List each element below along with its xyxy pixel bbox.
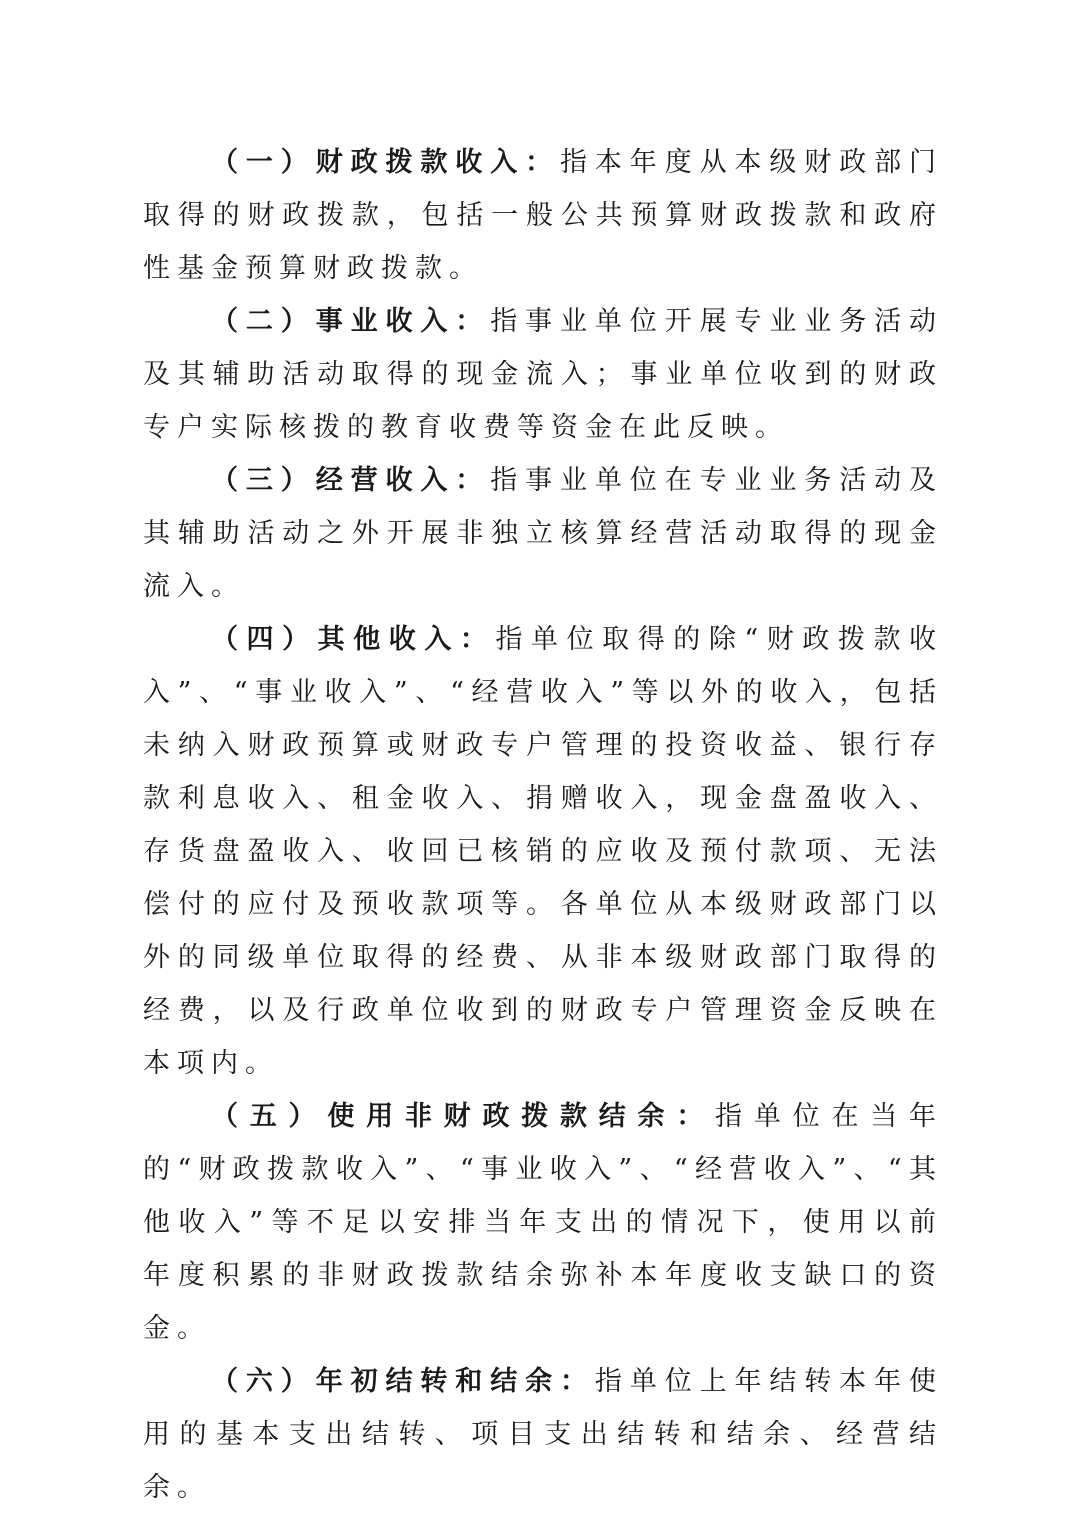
paragraph-term: （四）其他收入：: [211, 624, 496, 655]
paragraph-text: 指事业单位开展专业业务活动及其辅助活动取得的现金流入；事业单位收到的财政专户实际核拨的教育收费等资金在此反映。: [143, 306, 944, 443]
paragraph-operating-income: [143, 454, 943, 613]
paragraph-other-income: [143, 613, 943, 1090]
paragraph-text: 指本年度从本级财政部门取得的财政拨款，包括一般公共预算财政拨款和政府性基金预算财政拨款。: [143, 147, 943, 284]
paragraph-carryover-balance: [143, 1355, 943, 1514]
paragraph-term: （五）使用非财政拨款结余：: [211, 1101, 716, 1132]
paragraph-term: （二）事业收入：: [211, 306, 491, 337]
document-body: [143, 136, 943, 1514]
paragraph-text: 指事业单位在专业业务活动及其辅助活动之外开展非独立核算经营活动取得的现金流入。: [143, 465, 944, 602]
paragraph-text: 指单位在当年的“财政拨款收入”、“事业收入”、“经营收入”、“其他收入”等不足以安排当年支出的情况下，使用以前年度积累的非财政拨款结余弥补本年度收支缺口的资金。: [143, 1101, 944, 1344]
paragraph-term: （六）年初结转和结余：: [211, 1366, 595, 1397]
paragraph-fiscal-appropriation-income: [143, 136, 943, 295]
paragraph-non-fiscal-balance-use: [143, 1090, 943, 1355]
paragraph-business-income: [143, 295, 943, 454]
paragraph-term: （一）财政拨款收入：: [211, 147, 560, 178]
paragraph-term: （三）经营收入：: [211, 465, 491, 496]
paragraph-text: 指单位上年结转本年使用的基本支出结转、项目支出结转和结余、经营结余。: [143, 1366, 944, 1503]
paragraph-text: 指单位取得的除“财政拨款收入”、“事业收入”、“经营收入”等以外的收入，包括未纳入财政预算或财政专户管理的投资收益、银行存款利息收入、租金收入、捐赠收入，现金盘盈收入、存货盘盈收入、收回已核销的应收及预付款项、无法偿付的应付及预收款项等。各单位从本级财政部门以外的同级单位取得的经费、从非本级财政部门取得的经费，以及行政单位收到的财政专户管理资金反映在本项内。: [143, 624, 943, 1079]
